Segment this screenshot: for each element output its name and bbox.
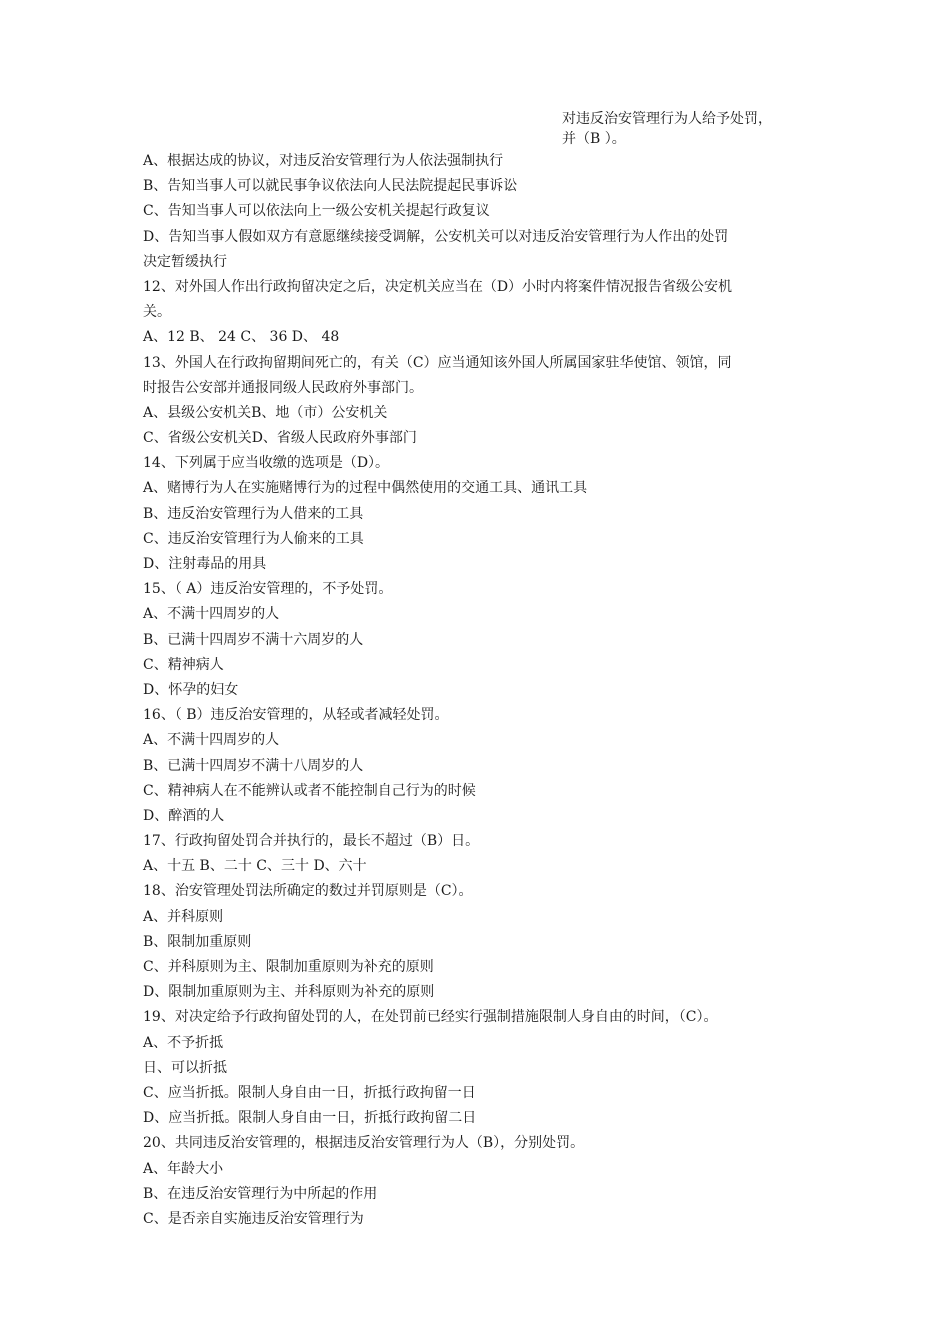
- text-line: 15、（ A）违反治安管理的，不予处罚。: [143, 581, 393, 598]
- text-line: C、省级公安机关D、省级人民政府外事部门: [143, 430, 417, 447]
- text-line: 13、外国人在行政拘留期间死亡的，有关（C）应当通知该外国人所属国家驻华使馆、领馆，同: [143, 354, 732, 371]
- text-line: B、已满十四周岁不满十六周岁的人: [143, 631, 364, 648]
- text-line: 14、下列属于应当收缴的选项是（D）。: [143, 455, 390, 472]
- text-line: A、根据达成的协议，对违反治安管理行为人依法强制执行: [143, 153, 504, 169]
- text-line: B、在违反治安管理行为中所起的作用: [143, 1185, 378, 1202]
- text-line: B、违反治安管理行为人借来的工具: [143, 505, 364, 522]
- text-line: 18、治安管理处罚法所确定的数过并罚原则是（C）。: [143, 883, 473, 900]
- text-line: C、违反治安管理行为人偷来的工具: [143, 530, 364, 547]
- text-line: A、不满十四周岁的人: [143, 732, 280, 749]
- text-line: C、应当折抵。限制人身自由一日，折抵行政拘留一日: [143, 1084, 476, 1101]
- text-line: 关。: [143, 304, 171, 321]
- text-line: D、限制加重原则为主、并科原则为补充的原则: [143, 984, 435, 1001]
- text-line: C、并科原则为主、限制加重原则为补充的原则: [143, 959, 434, 975]
- text-line: A、县级公安机关B、地（市）公安机关: [143, 404, 388, 421]
- text-line: 20、共同违反治安管理的，根据违反治安管理行为人（B），分别处罚。: [143, 1135, 585, 1152]
- header-line-2: 并（B ）。: [562, 131, 626, 147]
- text-line: A、不予折抵: [143, 1034, 224, 1051]
- text-line: A、12 B、 24 C、 36 D、 48: [143, 329, 340, 346]
- header-line-1: 对违反治安管理行为人给予处罚，: [562, 111, 772, 127]
- text-line: C、精神病人: [143, 656, 224, 673]
- text-line: A、并科原则: [143, 908, 224, 925]
- text-line: D、应当折抵。限制人身自由一日，折抵行政拘留二日: [143, 1110, 477, 1127]
- text-line: 12、对外国人作出行政拘留决定之后，决定机关应当在（D）小时内将案件情况报告省级公安机: [143, 278, 733, 295]
- text-line: B、已满十四周岁不满十八周岁的人: [143, 757, 364, 774]
- text-line: D、醉酒的人: [143, 807, 225, 824]
- text-line: D、注射毒品的用具: [143, 556, 267, 572]
- text-line: B、限制加重原则: [143, 933, 252, 950]
- text-line: D、告知当事人假如双方有意愿继续接受调解，公安机关可以对违反治安管理行为人作出的处罚: [143, 228, 729, 245]
- text-line: 17、行政拘留处罚合并执行的，最长不超过（B）日。: [143, 833, 480, 850]
- text-line: 16、（ B）违反治安管理的，从轻或者减轻处罚。: [143, 707, 449, 724]
- text-line: 日、可以折抵: [143, 1059, 227, 1076]
- text-line: A、年龄大小: [143, 1160, 224, 1177]
- text-line: A、不满十四周岁的人: [143, 606, 280, 623]
- text-line: 决定暂缓执行: [143, 253, 227, 270]
- text-line: D、怀孕的妇女: [143, 681, 239, 698]
- text-line: C、是否亲自实施违反治安管理行为: [143, 1210, 364, 1227]
- text-line: A、赌博行为人在实施赌博行为的过程中偶然使用的交通工具、通讯工具: [143, 480, 588, 497]
- text-line: A、十五 B、二十 C、三十 D、六十: [143, 858, 367, 875]
- text-line: 时报告公安部并通报同级人民政府外事部门。: [143, 379, 423, 396]
- text-line: C、告知当事人可以依法向上一级公安机关提起行政复议: [143, 203, 490, 220]
- question-continuation-header: [562, 109, 822, 149]
- text-line: 19、对决定给予行政拘留处罚的人，在处罚前已经实行强制措施限制人身自由的时间，（C）。: [143, 1009, 718, 1026]
- text-line: B、告知当事人可以就民事争议依法向人民法院提起民事诉讼: [143, 178, 518, 195]
- text-line: C、精神病人在不能辨认或者不能控制自己行为的时候: [143, 782, 476, 799]
- document-body: [143, 149, 813, 1232]
